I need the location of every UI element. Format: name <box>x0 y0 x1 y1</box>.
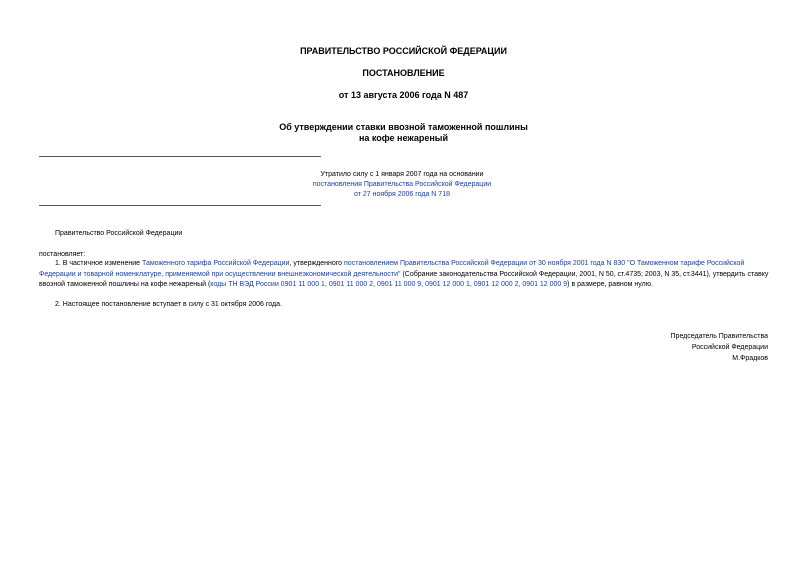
decree-830-link[interactable]: постановлением Правительства Российской Федерации от 30 ноября 2001 года N 830 "О Таможенном тарифе Российской Федерации и товарной номенклатуре, применяемой при осуществлении внешнеэкономической деятельности" <box>39 260 745 278</box>
customs-tariff-link[interactable]: Таможенного тарифа Российской Федерации <box>142 260 290 267</box>
document-type: ПОСТАНОВЛЕНИЕ <box>362 68 445 78</box>
paragraph-1 <box>39 259 774 291</box>
status-note-link-date[interactable]: от 27 ноября 2006 года N 718 <box>354 191 450 198</box>
status-note-line-1: Утратило силу с 1 января 2007 года на основании <box>320 171 484 178</box>
decree-word: постановляет: <box>39 251 86 258</box>
tnved-codes-link[interactable]: коды ТН ВЭД России 0901 11 000 1, 0901 11 000 2, 0901 11 000 9, 0901 12 000 1, 0901 12 000 2, 0901 12 000 9 <box>210 281 568 288</box>
paragraph-1-text-a: 1. В частичное изменение <box>55 260 142 267</box>
divider-bottom <box>39 205 321 206</box>
paragraph-1-text-c: (Собрание законодательства Российской Федерации, 2001, N 50, ст.4735; 2003, N 35, ст.3441), утвердить ставку ввозной таможенной пошлины на кофе нежареный ( <box>39 270 769 288</box>
intro-text: Правительство Российской Федерации <box>55 230 183 237</box>
paragraph-1-text-b: , утвержденного <box>289 260 345 267</box>
paragraph-1-text-d: ) в размере, равном нулю. <box>567 281 653 288</box>
document-title-line-2: на кофе нежареный <box>358 133 449 143</box>
document-title-line-1: Об утверждении ставки ввозной таможенной пошлины <box>279 122 528 132</box>
signatory-title-line-2: Российской Федерации <box>691 344 768 351</box>
document-date: от 13 августа 2006 года N 487 <box>338 90 469 100</box>
issuing-authority: ПРАВИТЕЛЬСТВО РОССИЙСКОЙ ФЕДЕРАЦИИ <box>300 46 507 56</box>
signatory-name: М.Фрадков <box>732 355 768 362</box>
status-note-link-decree[interactable]: постановления Правительства Российской Федерации <box>312 181 492 188</box>
divider-top <box>39 156 321 157</box>
paragraph-2: 2. Настоящее постановление вступает в силу с 31 октября 2006 года. <box>55 301 282 308</box>
signatory-title-line-1: Председатель Правительства <box>670 333 768 340</box>
